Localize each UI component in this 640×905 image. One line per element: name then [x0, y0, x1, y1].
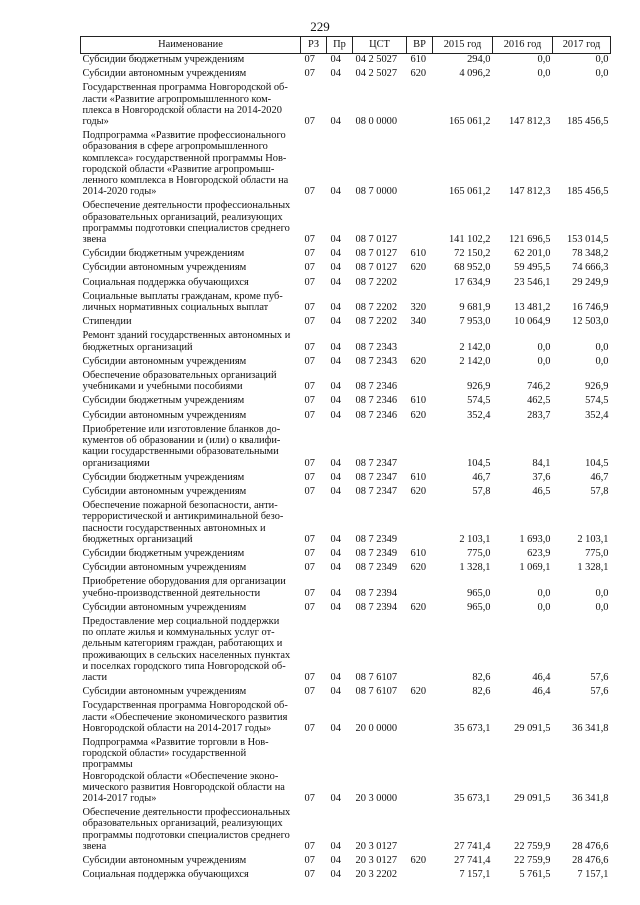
cell-name: Субсидии автономным учреждениям [82, 68, 247, 80]
table-row [81, 316, 611, 330]
cell-cst: 08 7 2347 [355, 457, 398, 469]
cell-2015: 965,0 [467, 587, 491, 599]
cell-name: Подпрограмма «Развитие торговли в Нов- городской области» государственной программы Новгородской области «Обеспечение эконо- мического развития Новгородской области на 2014-2017 годы» [82, 736, 285, 804]
cell-name: Приобретение оборудования для организации учебно-производственной деятельности [82, 576, 286, 599]
header-vr: ВР [407, 37, 433, 54]
cell-name: Социальная поддержка обучающихся [82, 276, 249, 288]
cell-rz: 07 [304, 186, 315, 198]
cell-pr: 04 [330, 68, 341, 80]
cell-vr [407, 277, 433, 291]
table-row [81, 616, 611, 686]
cell-vr [407, 370, 433, 395]
cell-name: Субсидии автономным учреждениям [82, 686, 247, 698]
table-row [81, 576, 611, 601]
cell-2017: 36 341,8 [572, 792, 609, 804]
cell-cst: 08 7 2346 [355, 381, 398, 393]
cell-2017: 16 746,9 [572, 302, 609, 314]
cell-2016: 46,4 [532, 671, 551, 683]
cell-rz: 07 [304, 869, 315, 881]
cell-rz: 07 [304, 601, 315, 613]
cell-vr [407, 869, 433, 883]
cell-cst: 08 7 2346 [355, 395, 398, 407]
cell-cst: 08 7 2349 [355, 562, 398, 574]
cell-rz: 07 [304, 341, 315, 353]
cell-2016: 0,0 [537, 587, 551, 599]
table-row [81, 68, 611, 82]
table-row [81, 262, 611, 276]
cell-name: Субсидии автономным учреждениям [82, 855, 247, 866]
cell-2017: 29 249,9 [572, 276, 609, 288]
cell-name: Субсидии бюджетным учреждениям [82, 471, 245, 483]
cell-vr: 620 [410, 855, 427, 866]
cell-2015: 17 634,9 [454, 276, 491, 288]
cell-2015: 775,0 [467, 547, 491, 559]
cell-2015: 2 142,0 [459, 355, 491, 367]
cell-2016: 10 064,9 [514, 316, 551, 328]
cell-pr: 04 [330, 485, 341, 497]
cell-2017: 0,0 [595, 601, 609, 613]
cell-pr: 04 [330, 533, 341, 545]
cell-2017: 185 456,5 [566, 186, 609, 198]
cell-pr: 04 [330, 54, 341, 65]
cell-pr: 04 [330, 471, 341, 483]
cell-vr: 620 [410, 68, 427, 80]
cell-name: Субсидии автономным учреждениям [82, 485, 247, 497]
cell-rz: 07 [304, 316, 315, 328]
cell-rz: 07 [304, 409, 315, 421]
cell-vr [407, 616, 433, 686]
cell-2016: 746,2 [527, 381, 551, 393]
cell-2015: 68 952,0 [454, 262, 491, 274]
cell-rz: 07 [304, 471, 315, 483]
cell-vr [407, 807, 433, 855]
table-row [81, 54, 611, 69]
cell-pr: 04 [330, 686, 341, 698]
cell-name: Субсидии бюджетным учреждениям [82, 248, 245, 260]
header-pr: Пр [327, 37, 353, 54]
cell-2015: 926,9 [467, 381, 491, 393]
table-row [81, 130, 611, 200]
cell-name: Субсидии бюджетным учреждениям [82, 547, 245, 559]
cell-vr [407, 330, 433, 355]
cell-2017: 28 476,6 [572, 855, 609, 866]
cell-cst: 08 7 2343 [355, 341, 398, 353]
cell-2017: 1 328,1 [577, 562, 609, 574]
cell-pr: 04 [330, 234, 341, 246]
cell-2017: 0,0 [595, 355, 609, 367]
cell-name: Обеспечение деятельности профессиональных образовательных организаций, реализующих программы подготовки специалистов среднего звена [82, 200, 291, 246]
cell-cst: 04 2 5027 [355, 68, 398, 80]
cell-rz: 07 [304, 302, 315, 314]
cell-cst: 08 7 0127 [355, 248, 398, 260]
table-row [81, 562, 611, 576]
cell-2016: 22 759,9 [514, 840, 551, 852]
cell-cst: 08 7 2347 [355, 471, 398, 483]
header-year-2017: 2017 год [553, 37, 611, 54]
table-row [81, 356, 611, 370]
cell-pr: 04 [330, 248, 341, 260]
cell-2016: 147 812,3 [508, 116, 551, 128]
cell-rz: 07 [304, 722, 315, 734]
cell-2017: 926,9 [585, 381, 609, 393]
table-row [81, 686, 611, 700]
cell-pr: 04 [330, 355, 341, 367]
cell-name: Государственная программа Новгородской об- ласти «Развитие агропромышленного ком- плекса в Новгородской области на 2014-2020 годы» [82, 82, 288, 128]
cell-2016: 1 693,0 [519, 533, 551, 545]
cell-vr [407, 82, 433, 130]
cell-pr: 04 [330, 316, 341, 328]
cell-pr: 04 [330, 457, 341, 469]
cell-cst: 08 7 2347 [355, 485, 398, 497]
cell-cst: 08 7 6107 [355, 686, 398, 698]
cell-2017: 153 014,5 [566, 234, 609, 246]
cell-name: Субсидии автономным учреждениям [82, 355, 247, 367]
cell-cst: 08 7 0127 [355, 262, 398, 274]
cell-vr: 620 [410, 262, 427, 274]
cell-2016: 0,0 [537, 54, 551, 65]
cell-2017: 28 476,6 [572, 840, 609, 852]
cell-2015: 82,6 [472, 671, 491, 683]
cell-2015: 57,8 [472, 485, 491, 497]
table-row [81, 424, 611, 472]
table-row [81, 807, 611, 855]
cell-cst: 08 7 2346 [355, 409, 398, 421]
cell-2017: 0,0 [595, 68, 609, 80]
cell-vr: 620 [410, 601, 427, 613]
cell-name: Субсидии автономным учреждениям [82, 601, 247, 613]
cell-2015: 4 096,2 [459, 68, 491, 80]
cell-2015: 141 102,2 [448, 234, 491, 246]
cell-2017: 57,6 [590, 686, 609, 698]
cell-vr [407, 200, 433, 248]
cell-pr: 04 [330, 855, 341, 866]
cell-2016: 121 696,5 [508, 234, 551, 246]
cell-cst: 08 7 2349 [355, 533, 398, 545]
cell-2016: 0,0 [537, 341, 551, 353]
cell-vr [407, 130, 433, 200]
cell-name: Приобретение или изготовление бланков до- кументов об образовании и (или) о квалифи- кации государственными образовательными организациями [82, 423, 281, 469]
cell-vr [407, 737, 433, 807]
cell-rz: 07 [304, 587, 315, 599]
cell-2015: 7 953,0 [459, 316, 491, 328]
cell-2015: 574,5 [467, 395, 491, 407]
table-row [81, 472, 611, 486]
cell-2015: 294,0 [467, 54, 491, 65]
cell-cst: 08 7 2343 [355, 355, 398, 367]
cell-2016: 59 495,5 [514, 262, 551, 274]
cell-2017: 74 666,3 [572, 262, 609, 274]
cell-rz: 07 [304, 457, 315, 469]
cell-2017: 185 456,5 [566, 116, 609, 128]
table-row [81, 248, 611, 262]
cell-2016: 46,5 [532, 485, 551, 497]
cell-cst: 04 2 5027 [355, 54, 398, 65]
cell-rz: 07 [304, 68, 315, 80]
cell-pr: 04 [330, 792, 341, 804]
cell-vr: 610 [410, 471, 427, 483]
cell-cst: 08 7 2394 [355, 587, 398, 599]
cell-2016: 29 091,5 [514, 792, 551, 804]
table-row [81, 500, 611, 548]
table-row [81, 855, 611, 869]
cell-2015: 2 142,0 [459, 341, 491, 353]
cell-rz: 07 [304, 355, 315, 367]
cell-2016: 283,7 [527, 409, 551, 421]
cell-vr [407, 424, 433, 472]
cell-cst: 08 7 2202 [355, 276, 398, 288]
cell-rz: 07 [304, 381, 315, 393]
cell-2016: 84,1 [532, 457, 551, 469]
cell-pr: 04 [330, 869, 341, 881]
table-row [81, 486, 611, 500]
table-row [81, 200, 611, 248]
cell-name: Предоставление мер социальной поддержки по оплате жилья и коммунальных услуг от- дельным категориям граждан, работающих и проживающих в сельских населенных пунктах и поселках городского типа Новгородской об- ласти [82, 615, 291, 683]
cell-cst: 20 3 0000 [355, 792, 398, 804]
cell-pr: 04 [330, 262, 341, 274]
cell-2015: 35 673,1 [454, 792, 491, 804]
cell-cst: 08 7 2202 [355, 316, 398, 328]
cell-rz: 07 [304, 686, 315, 698]
cell-rz: 07 [304, 395, 315, 407]
cell-pr: 04 [330, 186, 341, 198]
header-year-2016: 2016 год [493, 37, 553, 54]
cell-2015: 2 103,1 [459, 533, 491, 545]
cell-2017: 0,0 [595, 587, 609, 599]
cell-2017: 104,5 [585, 457, 609, 469]
cell-2015: 27 741,4 [454, 840, 491, 852]
cell-2017: 57,6 [590, 671, 609, 683]
cell-2016: 0,0 [537, 601, 551, 613]
cell-cst: 08 7 6107 [355, 671, 398, 683]
cell-vr: 620 [410, 485, 427, 497]
header-cst: ЦСТ [353, 37, 407, 54]
cell-name: Субсидии автономным учреждениям [82, 409, 247, 421]
cell-2015: 7 157,1 [459, 869, 491, 881]
table-row [81, 291, 611, 316]
cell-pr: 04 [330, 381, 341, 393]
cell-rz: 07 [304, 116, 315, 128]
cell-name: Субсидии бюджетным учреждениям [82, 54, 245, 65]
cell-2017: 0,0 [595, 54, 609, 65]
cell-pr: 04 [330, 671, 341, 683]
cell-name: Субсидии автономным учреждениям [82, 262, 247, 274]
cell-cst: 20 0 0000 [355, 722, 398, 734]
cell-2016: 13 481,2 [514, 302, 551, 314]
cell-2016: 0,0 [537, 68, 551, 80]
table-row [81, 395, 611, 409]
cell-cst: 08 7 0127 [355, 234, 398, 246]
cell-rz: 07 [304, 840, 315, 852]
cell-2015: 165 061,2 [448, 116, 491, 128]
cell-2016: 0,0 [537, 355, 551, 367]
table-row [81, 82, 611, 130]
table-row [81, 330, 611, 355]
cell-vr [407, 500, 433, 548]
cell-2016: 23 546,1 [514, 276, 551, 288]
cell-2017: 7 157,1 [577, 869, 609, 881]
cell-2017: 775,0 [585, 547, 609, 559]
cell-name: Государственная программа Новгородской об- ласти «Обеспечение экономического развития Новгородской области на 2014-2017 годы» [82, 700, 288, 734]
table-header-row [81, 37, 611, 54]
cell-2016: 62 201,0 [514, 248, 551, 260]
cell-2017: 36 341,8 [572, 722, 609, 734]
table-row [81, 277, 611, 291]
cell-rz: 07 [304, 54, 315, 65]
cell-2015: 9 681,9 [459, 302, 491, 314]
cell-pr: 04 [330, 302, 341, 314]
cell-rz: 07 [304, 562, 315, 574]
cell-rz: 07 [304, 248, 315, 260]
cell-vr: 340 [410, 316, 427, 328]
cell-2016: 5 761,5 [519, 869, 551, 881]
cell-2015: 352,4 [467, 409, 491, 421]
cell-2016: 623,9 [527, 547, 551, 559]
table-row [81, 548, 611, 562]
cell-2015: 35 673,1 [454, 722, 491, 734]
cell-name: Обеспечение деятельности профессиональных образовательных организаций, реализующих программы подготовки специалистов среднего звена [82, 807, 291, 852]
cell-name: Обеспечение пожарной безопасности, анти- террористической и антикриминальной безо- пасности государственных автономных и бюджетных организаций [82, 500, 284, 545]
cell-2017: 574,5 [585, 395, 609, 407]
cell-vr: 610 [410, 54, 427, 65]
cell-rz: 07 [304, 792, 315, 804]
cell-name: Подпрограмма «Развитие профессионального образования в сфере агропромышленного комплекса» государственной программы Нов- городской области «Развитие агропромыш- ленного комплекса в Новгородской области на 2014-2020 годы» [82, 130, 289, 198]
cell-2015: 104,5 [467, 457, 491, 469]
cell-rz: 07 [304, 855, 315, 866]
budget-table [80, 36, 611, 883]
cell-2016: 1 069,1 [519, 562, 551, 574]
cell-cst: 08 7 2349 [355, 547, 398, 559]
cell-2015: 72 150,2 [454, 248, 491, 260]
cell-pr: 04 [330, 601, 341, 613]
cell-rz: 07 [304, 485, 315, 497]
cell-rz: 07 [304, 234, 315, 246]
cell-rz: 07 [304, 276, 315, 288]
cell-name: Обеспечение образовательных организаций учебниками и учебными пособиями [82, 370, 277, 393]
cell-pr: 04 [330, 722, 341, 734]
cell-name: Социальные выплаты гражданам, кроме пуб- личных нормативных социальных выплат [82, 290, 283, 314]
cell-2016: 462,5 [527, 395, 551, 407]
cell-cst: 08 7 2202 [355, 302, 398, 314]
table-row [81, 410, 611, 424]
cell-pr: 04 [330, 409, 341, 421]
cell-2017: 2 103,1 [577, 533, 609, 545]
cell-2017: 12 503,0 [572, 316, 609, 328]
cell-2017: 78 348,2 [572, 248, 609, 260]
cell-rz: 07 [304, 547, 315, 559]
cell-2016: 22 759,9 [514, 855, 551, 866]
cell-pr: 04 [330, 562, 341, 574]
cell-2016: 147 812,3 [508, 186, 551, 198]
cell-2015: 165 061,2 [448, 186, 491, 198]
cell-cst: 08 7 2394 [355, 601, 398, 613]
table-row [81, 737, 611, 807]
table-row [81, 370, 611, 395]
cell-vr [407, 700, 433, 737]
cell-pr: 04 [330, 116, 341, 128]
cell-pr: 04 [330, 341, 341, 353]
cell-vr: 620 [410, 355, 427, 367]
cell-cst: 08 7 0000 [355, 186, 398, 198]
cell-vr [407, 576, 433, 601]
header-rz: РЗ [301, 37, 327, 54]
cell-2016: 29 091,5 [514, 722, 551, 734]
cell-2015: 82,6 [472, 686, 491, 698]
cell-cst: 08 0 0000 [355, 116, 398, 128]
cell-2015: 27 741,4 [454, 855, 491, 866]
cell-pr: 04 [330, 276, 341, 288]
cell-rz: 07 [304, 671, 315, 683]
cell-name: Субсидии автономным учреждениям [82, 562, 247, 574]
table-body [81, 54, 611, 884]
cell-2017: 46,7 [590, 471, 609, 483]
cell-2015: 965,0 [467, 601, 491, 613]
cell-2015: 46,7 [472, 471, 491, 483]
cell-vr: 620 [410, 409, 427, 421]
cell-pr: 04 [330, 587, 341, 599]
cell-pr: 04 [330, 547, 341, 559]
cell-pr: 04 [330, 840, 341, 852]
cell-rz: 07 [304, 533, 315, 545]
cell-cst: 20 3 0127 [355, 855, 398, 866]
cell-2015: 1 328,1 [459, 562, 491, 574]
cell-2017: 352,4 [585, 409, 609, 421]
table-row [81, 700, 611, 737]
cell-2017: 0,0 [595, 341, 609, 353]
cell-vr: 620 [410, 562, 427, 574]
cell-vr: 610 [410, 248, 427, 260]
page-number: 229 [310, 19, 330, 34]
cell-2017: 57,8 [590, 485, 609, 497]
cell-2016: 46,4 [532, 686, 551, 698]
cell-name: Ремонт зданий государственных автономных и бюджетных организаций [82, 330, 291, 353]
cell-vr: 320 [410, 302, 427, 314]
cell-vr: 610 [410, 395, 427, 407]
cell-pr: 04 [330, 395, 341, 407]
cell-rz: 07 [304, 262, 315, 274]
table-row [81, 869, 611, 883]
table-row [81, 602, 611, 616]
cell-name: Стипендии [82, 316, 132, 328]
cell-cst: 20 3 0127 [355, 840, 398, 852]
cell-vr: 620 [410, 686, 427, 698]
header-year-2015: 2015 год [433, 37, 493, 54]
cell-vr: 610 [410, 547, 427, 559]
cell-name: Субсидии бюджетным учреждениям [82, 395, 245, 407]
cell-2016: 37,6 [532, 471, 551, 483]
cell-name: Социальная поддержка обучающихся [82, 869, 249, 881]
header-name: Наименование [81, 37, 301, 54]
cell-cst: 20 3 2202 [355, 869, 398, 881]
